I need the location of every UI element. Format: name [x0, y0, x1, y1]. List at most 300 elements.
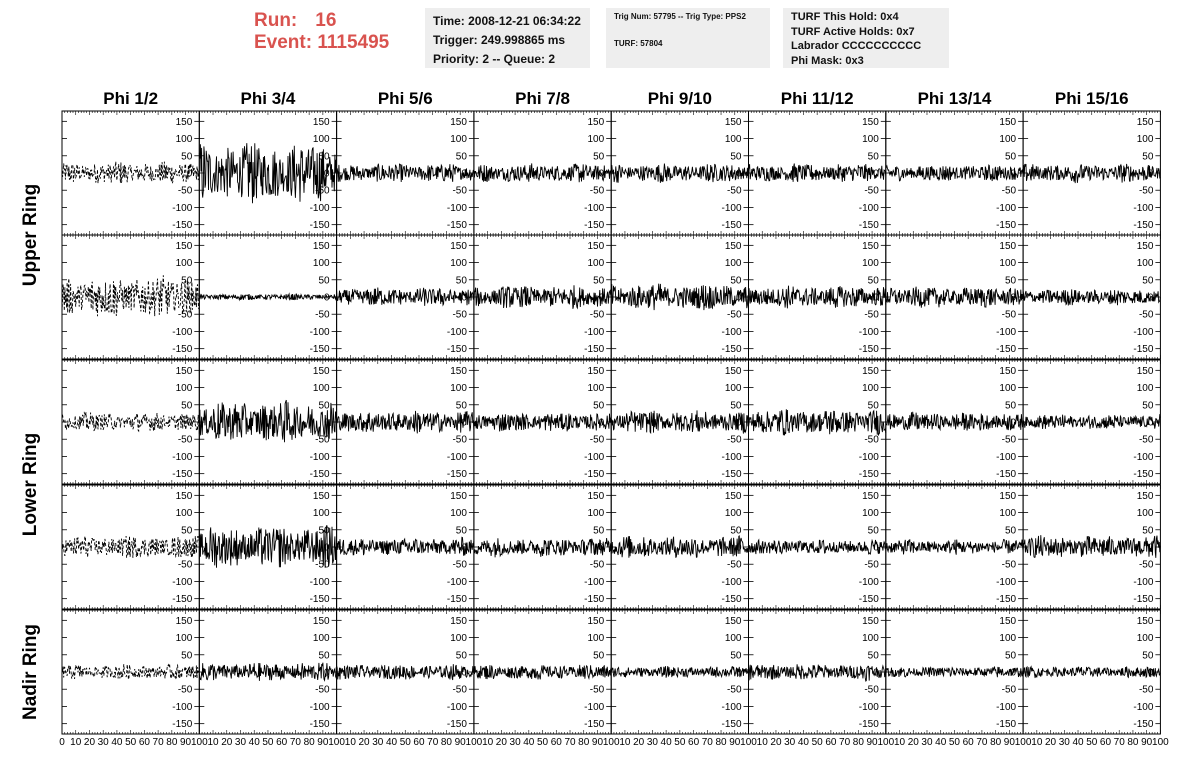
y-tick-label: -150	[996, 594, 1017, 606]
y-tick-label: 100	[312, 134, 330, 146]
y-tick-label: -50	[727, 309, 742, 321]
waveform-trace	[886, 539, 1023, 554]
y-tick-label: -50	[315, 559, 330, 571]
y-tick-label: 150	[312, 615, 330, 627]
y-tick-label: 50	[593, 650, 605, 662]
y-tick-label: 100	[312, 383, 330, 395]
priority-text: Priority: 2 -- Queue: 2	[433, 52, 556, 66]
y-tick-label: 0	[186, 417, 193, 429]
y-tick-label: 0	[598, 168, 605, 180]
y-tick-label: -50	[589, 434, 605, 446]
y-tick-label: -50	[589, 559, 605, 571]
y-tick-label: -50	[177, 434, 193, 446]
y-tick-label: 0	[1147, 417, 1154, 429]
y-tick-label: 150	[450, 116, 467, 128]
y-tick-label: -50	[315, 309, 330, 321]
y-tick-label: 100	[999, 633, 1017, 645]
y-tick-label: 50	[181, 275, 193, 287]
waveform-trace	[611, 284, 748, 310]
y-tick-label: -150	[446, 469, 467, 481]
waveform-trace	[611, 410, 748, 433]
y-tick-label: -150	[1133, 220, 1154, 232]
waveform-trace	[474, 665, 611, 680]
waveform-trace	[62, 162, 199, 184]
y-tick-label: 0	[735, 168, 742, 180]
y-tick-label: 0	[735, 542, 742, 554]
y-tick-label: 50	[593, 151, 605, 163]
y-tick-label: -50	[589, 309, 605, 321]
y-tick-label: -150	[858, 469, 879, 481]
y-tick-label: 50	[730, 525, 742, 537]
waveform-trace	[886, 165, 1023, 181]
y-tick-label: 0	[598, 292, 605, 304]
waveform-trace	[611, 536, 748, 558]
y-tick-label: 100	[312, 508, 330, 520]
y-tick-label: -150	[1133, 344, 1154, 356]
y-tick-label: 100	[862, 633, 879, 645]
y-tick-label: 100	[999, 134, 1017, 146]
y-tick-label: -150	[172, 220, 193, 232]
y-tick-label: 50	[455, 650, 467, 662]
y-tick-label: -100	[721, 202, 742, 214]
y-tick-label: 100	[1136, 134, 1154, 146]
column-header: Phi 5/6	[377, 89, 433, 108]
y-tick-label: 100	[450, 383, 467, 395]
y-tick-label: -50	[589, 185, 605, 197]
y-tick-label: 0	[1147, 292, 1154, 304]
y-tick-label: -100	[1133, 202, 1154, 214]
y-tick-label: -50	[315, 434, 330, 446]
turf-this-hold-text: TURF This Hold: 0x4	[791, 11, 899, 23]
y-tick-label: 150	[999, 240, 1017, 252]
y-tick-label: 50	[1004, 400, 1017, 412]
y-tick-label: 100	[175, 134, 193, 146]
turf-active-holds-text: TURF Active Holds: 0x7	[791, 25, 915, 38]
y-tick-label: -100	[446, 576, 467, 588]
y-tick-label: 50	[730, 151, 742, 163]
waveform-trace	[1023, 535, 1160, 558]
phi-mask-text: Phi Mask: 0x3	[791, 54, 864, 67]
y-tick-label: -150	[309, 344, 330, 356]
y-tick-label: 0	[461, 417, 467, 429]
y-tick-label: -150	[584, 220, 605, 232]
y-tick-label: -150	[446, 719, 467, 731]
y-tick-label: 50	[181, 400, 193, 412]
y-tick-label: -50	[1001, 185, 1017, 197]
y-tick-label: 100	[587, 134, 605, 146]
y-tick-label: -150	[309, 719, 330, 731]
row-group-label: Lower Ring	[20, 432, 41, 537]
y-tick-label: 150	[587, 240, 605, 252]
waveform-trace	[62, 536, 199, 558]
y-tick-label: 100	[724, 508, 742, 520]
y-tick-label: -150	[996, 220, 1017, 232]
waveform-trace	[474, 285, 611, 309]
y-tick-label: 50	[1142, 400, 1154, 412]
y-tick-label: -150	[172, 469, 193, 481]
y-tick-label: -50	[452, 309, 467, 321]
y-tick-label: -100	[172, 576, 193, 588]
y-tick-label: 100	[587, 508, 605, 520]
y-tick-label: 0	[324, 417, 330, 429]
y-tick-label: -50	[864, 185, 879, 197]
y-tick-label: 50	[1142, 275, 1154, 287]
waveform-trace	[337, 411, 474, 434]
y-tick-label: 150	[1136, 490, 1154, 502]
y-tick-label: -50	[727, 684, 742, 696]
y-tick-label: -150	[309, 220, 330, 232]
y-tick-label: -100	[446, 451, 467, 463]
y-tick-label: 0	[735, 417, 742, 429]
y-tick-label: 0	[461, 168, 467, 180]
y-tick-label: 100	[175, 508, 193, 520]
column-header: Phi 9/10	[647, 89, 712, 108]
y-tick-label: -150	[584, 594, 605, 606]
y-tick-label: -50	[589, 684, 605, 696]
y-tick-label: 100	[587, 383, 605, 395]
waveform-trace	[749, 409, 886, 435]
trig-num-text: Trig Num: 57795 -- Trig Type: PPS2	[614, 12, 746, 21]
event-label: Event:	[254, 32, 313, 53]
y-tick-label: 150	[175, 615, 193, 627]
y-tick-label: -150	[446, 220, 467, 232]
time-text: Time: 2008-12-21 06:34:22	[433, 14, 581, 28]
y-tick-label: -50	[315, 185, 330, 197]
y-tick-label: 50	[1142, 525, 1154, 537]
y-tick-label: 0	[873, 542, 879, 554]
y-tick-label: 0	[735, 292, 742, 304]
y-tick-label: -100	[858, 326, 879, 338]
y-tick-label: 150	[862, 240, 879, 252]
y-tick-label: 100	[724, 134, 742, 146]
waveform-trace	[337, 664, 474, 680]
y-tick-label: 100	[175, 258, 193, 270]
waveform-trace	[611, 666, 748, 678]
y-tick-label: 50	[318, 275, 330, 287]
y-tick-label: 50	[1004, 151, 1017, 163]
y-tick-label: 150	[312, 490, 330, 502]
y-tick-label: -100	[996, 451, 1017, 463]
waveform-trace	[1023, 289, 1160, 305]
y-tick-label: -100	[996, 576, 1017, 588]
y-tick-label: -50	[177, 185, 193, 197]
y-tick-label: -150	[446, 594, 467, 606]
y-tick-label: -100	[309, 326, 330, 338]
y-tick-label: 100	[999, 383, 1017, 395]
y-tick-label: -50	[727, 434, 742, 446]
y-tick-label: 50	[318, 650, 330, 662]
y-tick-label: 150	[1136, 365, 1154, 377]
y-tick-label: -100	[584, 326, 605, 338]
y-tick-label: -100	[446, 326, 467, 338]
y-tick-label: 0	[186, 667, 193, 679]
y-tick-label: 150	[862, 365, 879, 377]
y-tick-label: 0	[1010, 667, 1017, 679]
y-tick-label: -50	[864, 559, 879, 571]
waveform-trace	[62, 412, 199, 431]
y-tick-label: -150	[172, 719, 193, 731]
y-tick-label: 100	[724, 258, 742, 270]
y-tick-label: 150	[450, 240, 467, 252]
y-tick-label: 100	[450, 134, 467, 146]
column-header: Phi 11/12	[780, 89, 854, 108]
y-tick-label: 50	[181, 525, 193, 537]
y-tick-label: -150	[172, 344, 193, 356]
y-tick-label: 150	[1136, 116, 1154, 128]
y-tick-label: -100	[446, 701, 467, 713]
y-tick-label: -100	[584, 701, 605, 713]
column-header: Phi 3/4	[240, 89, 296, 108]
y-tick-label: 50	[318, 151, 330, 163]
y-tick-label: 0	[598, 417, 605, 429]
y-tick-label: -100	[721, 576, 742, 588]
y-tick-label: 50	[1142, 151, 1154, 163]
y-tick-label: 100	[312, 633, 330, 645]
y-tick-label: 100	[587, 633, 605, 645]
y-tick-label: 150	[175, 116, 193, 128]
y-tick-label: -50	[1138, 434, 1154, 446]
y-tick-label: 150	[587, 365, 605, 377]
y-tick-label: 0	[598, 667, 605, 679]
y-tick-label: 0	[186, 168, 193, 180]
waveform-trace	[62, 664, 199, 679]
y-tick-label: 0	[873, 417, 879, 429]
y-tick-label: 150	[587, 490, 605, 502]
y-tick-label: 150	[175, 490, 193, 502]
y-tick-label: 50	[867, 151, 879, 163]
y-tick-label: 50	[318, 400, 330, 412]
row-group-label: Upper Ring	[20, 183, 41, 287]
y-tick-label: -100	[996, 701, 1017, 713]
y-tick-label: 50	[1004, 525, 1017, 537]
y-tick-label: 0	[461, 667, 467, 679]
y-tick-label: -150	[996, 344, 1017, 356]
y-tick-label: 100	[862, 134, 879, 146]
y-tick-label: -150	[584, 719, 605, 731]
y-tick-label: 50	[318, 525, 330, 537]
y-tick-label: 150	[999, 615, 1017, 627]
y-tick-label: -150	[446, 344, 467, 356]
y-tick-label: 150	[724, 116, 742, 128]
y-tick-label: -50	[1001, 684, 1017, 696]
y-tick-label: 150	[587, 116, 605, 128]
y-tick-label: -150	[996, 469, 1017, 481]
y-tick-label: -100	[858, 701, 879, 713]
y-tick-label: 0	[598, 542, 605, 554]
y-tick-label: -50	[452, 559, 467, 571]
y-tick-label: 50	[455, 525, 467, 537]
y-tick-label: -50	[1138, 185, 1154, 197]
waveform-trace	[886, 667, 1023, 678]
event-value: 1115495	[317, 32, 390, 53]
y-tick-label: -50	[864, 684, 879, 696]
y-tick-label: 0	[324, 168, 330, 180]
labrador-text: Labrador CCCCCCCCCC	[791, 40, 922, 52]
y-tick-label: 0	[324, 542, 330, 554]
y-tick-label: 100	[862, 508, 879, 520]
y-tick-label: 150	[724, 365, 742, 377]
y-tick-label: -150	[309, 469, 330, 481]
y-tick-label: -50	[315, 684, 330, 696]
y-tick-label: -50	[1001, 434, 1017, 446]
y-tick-label: -100	[584, 576, 605, 588]
y-tick-label: 0	[186, 542, 193, 554]
y-tick-label: 0	[735, 667, 742, 679]
y-tick-label: -50	[452, 185, 467, 197]
y-tick-label: -150	[1133, 469, 1154, 481]
y-tick-label: 50	[730, 650, 742, 662]
y-tick-label: -50	[452, 684, 467, 696]
y-tick-label: 0	[873, 667, 879, 679]
y-tick-label: -100	[172, 701, 193, 713]
y-tick-label: 150	[450, 365, 467, 377]
y-tick-label: 100	[1136, 383, 1154, 395]
y-tick-label: 50	[593, 275, 605, 287]
y-tick-label: 150	[312, 240, 330, 252]
y-tick-label: -100	[309, 202, 330, 214]
y-tick-label: 150	[1136, 240, 1154, 252]
y-tick-label: -100	[172, 451, 193, 463]
waveform-trace	[749, 164, 886, 182]
y-tick-label: 0	[324, 292, 330, 304]
waveform-trace	[474, 163, 611, 182]
y-tick-label: 100	[724, 383, 742, 395]
y-tick-label: -100	[858, 202, 879, 214]
column-header: Phi 7/8	[515, 89, 570, 108]
y-tick-label: 100	[1136, 258, 1154, 270]
y-tick-label: 50	[1004, 650, 1017, 662]
y-tick-label: -50	[727, 185, 742, 197]
y-tick-label: -150	[721, 344, 742, 356]
y-tick-label: -150	[1133, 594, 1154, 606]
run-label: Run:	[254, 10, 298, 31]
column-header: Phi 13/14	[917, 89, 992, 108]
y-tick-label: 50	[455, 400, 467, 412]
y-tick-label: -100	[858, 451, 879, 463]
y-tick-label: 150	[724, 490, 742, 502]
y-tick-label: 0	[1010, 168, 1017, 180]
row-group-label: Nadir Ring	[20, 623, 41, 721]
y-tick-label: 100	[450, 258, 467, 270]
y-tick-label: 0	[1147, 168, 1154, 180]
waveform-trace	[474, 414, 611, 432]
y-tick-label: 150	[724, 615, 742, 627]
y-tick-label: -100	[309, 576, 330, 588]
y-tick-label: 100	[862, 258, 879, 270]
y-tick-label: -150	[858, 594, 879, 606]
y-tick-label: -150	[858, 344, 879, 356]
y-tick-label: 150	[175, 240, 193, 252]
waveform-trace	[337, 537, 474, 555]
y-tick-label: -100	[446, 202, 467, 214]
y-tick-label: 150	[862, 490, 879, 502]
y-tick-label: -100	[1133, 576, 1154, 588]
y-tick-label: 150	[587, 615, 605, 627]
y-tick-label: -50	[1001, 559, 1017, 571]
y-tick-label: -100	[996, 326, 1017, 338]
waveform-trace	[886, 412, 1023, 431]
y-tick-label: -100	[858, 576, 879, 588]
y-tick-label: -100	[721, 451, 742, 463]
y-tick-label: -50	[1138, 559, 1154, 571]
waveform-trace	[749, 540, 886, 554]
y-tick-label: 0	[186, 292, 193, 304]
y-tick-label: -100	[172, 326, 193, 338]
y-tick-label: 50	[730, 400, 742, 412]
y-tick-label: -100	[1133, 451, 1154, 463]
y-tick-label: -100	[721, 326, 742, 338]
column-header: Phi 15/16	[1054, 89, 1129, 108]
y-tick-label: 150	[724, 240, 742, 252]
y-tick-label: 150	[312, 365, 330, 377]
y-tick-label: 50	[593, 400, 605, 412]
y-tick-label: 0	[1010, 292, 1017, 304]
y-tick-label: 150	[862, 615, 879, 627]
y-tick-label: 0	[873, 292, 879, 304]
y-tick-label: 100	[587, 258, 605, 270]
y-tick-label: 0	[1010, 542, 1017, 554]
y-tick-label: 100	[1136, 508, 1154, 520]
y-tick-label: 0	[1147, 542, 1154, 554]
y-tick-label: 150	[999, 365, 1017, 377]
y-tick-label: -150	[721, 469, 742, 481]
y-tick-label: 150	[450, 490, 467, 502]
y-tick-label: 50	[867, 400, 879, 412]
y-tick-label: -100	[721, 701, 742, 713]
y-tick-label: -150	[858, 220, 879, 232]
y-tick-label: -100	[996, 202, 1017, 214]
y-tick-label: -100	[584, 451, 605, 463]
y-tick-label: 100	[450, 508, 467, 520]
y-tick-label: -50	[177, 309, 193, 321]
waveform-trace	[611, 164, 748, 183]
y-tick-label: 150	[175, 365, 193, 377]
waveform-trace	[337, 288, 474, 306]
y-tick-label: -50	[452, 434, 467, 446]
trigger-text: Trigger: 249.998865 ms	[433, 33, 566, 47]
y-tick-label: 100	[312, 258, 330, 270]
waveform-trace	[749, 286, 886, 309]
y-tick-label: -150	[721, 594, 742, 606]
y-tick-label: 100	[450, 633, 467, 645]
y-tick-label: -100	[309, 451, 330, 463]
y-tick-label: 0	[461, 542, 467, 554]
y-tick-label: 0	[1010, 417, 1017, 429]
waveform-trace	[199, 294, 336, 300]
y-tick-label: 50	[867, 650, 879, 662]
y-tick-label: -100	[309, 701, 330, 713]
y-tick-label: 150	[862, 116, 879, 128]
y-tick-label: 150	[312, 116, 330, 128]
y-tick-label: 50	[867, 275, 879, 287]
y-tick-label: 0	[324, 667, 330, 679]
waveform-trace	[199, 663, 336, 681]
y-tick-label: 50	[181, 650, 193, 662]
y-tick-label: -150	[721, 220, 742, 232]
y-tick-label: 50	[181, 151, 193, 163]
y-tick-label: -150	[584, 469, 605, 481]
y-tick-label: -50	[864, 309, 879, 321]
y-tick-label: 100	[862, 383, 879, 395]
run-value: 16	[315, 10, 337, 31]
y-tick-label: -150	[996, 719, 1017, 731]
y-tick-label: -100	[584, 202, 605, 214]
y-tick-label: 50	[1004, 275, 1017, 287]
y-tick-label: -50	[177, 559, 193, 571]
y-tick-label: 100	[175, 633, 193, 645]
y-tick-label: 50	[455, 275, 467, 287]
y-tick-label: 0	[461, 292, 467, 304]
